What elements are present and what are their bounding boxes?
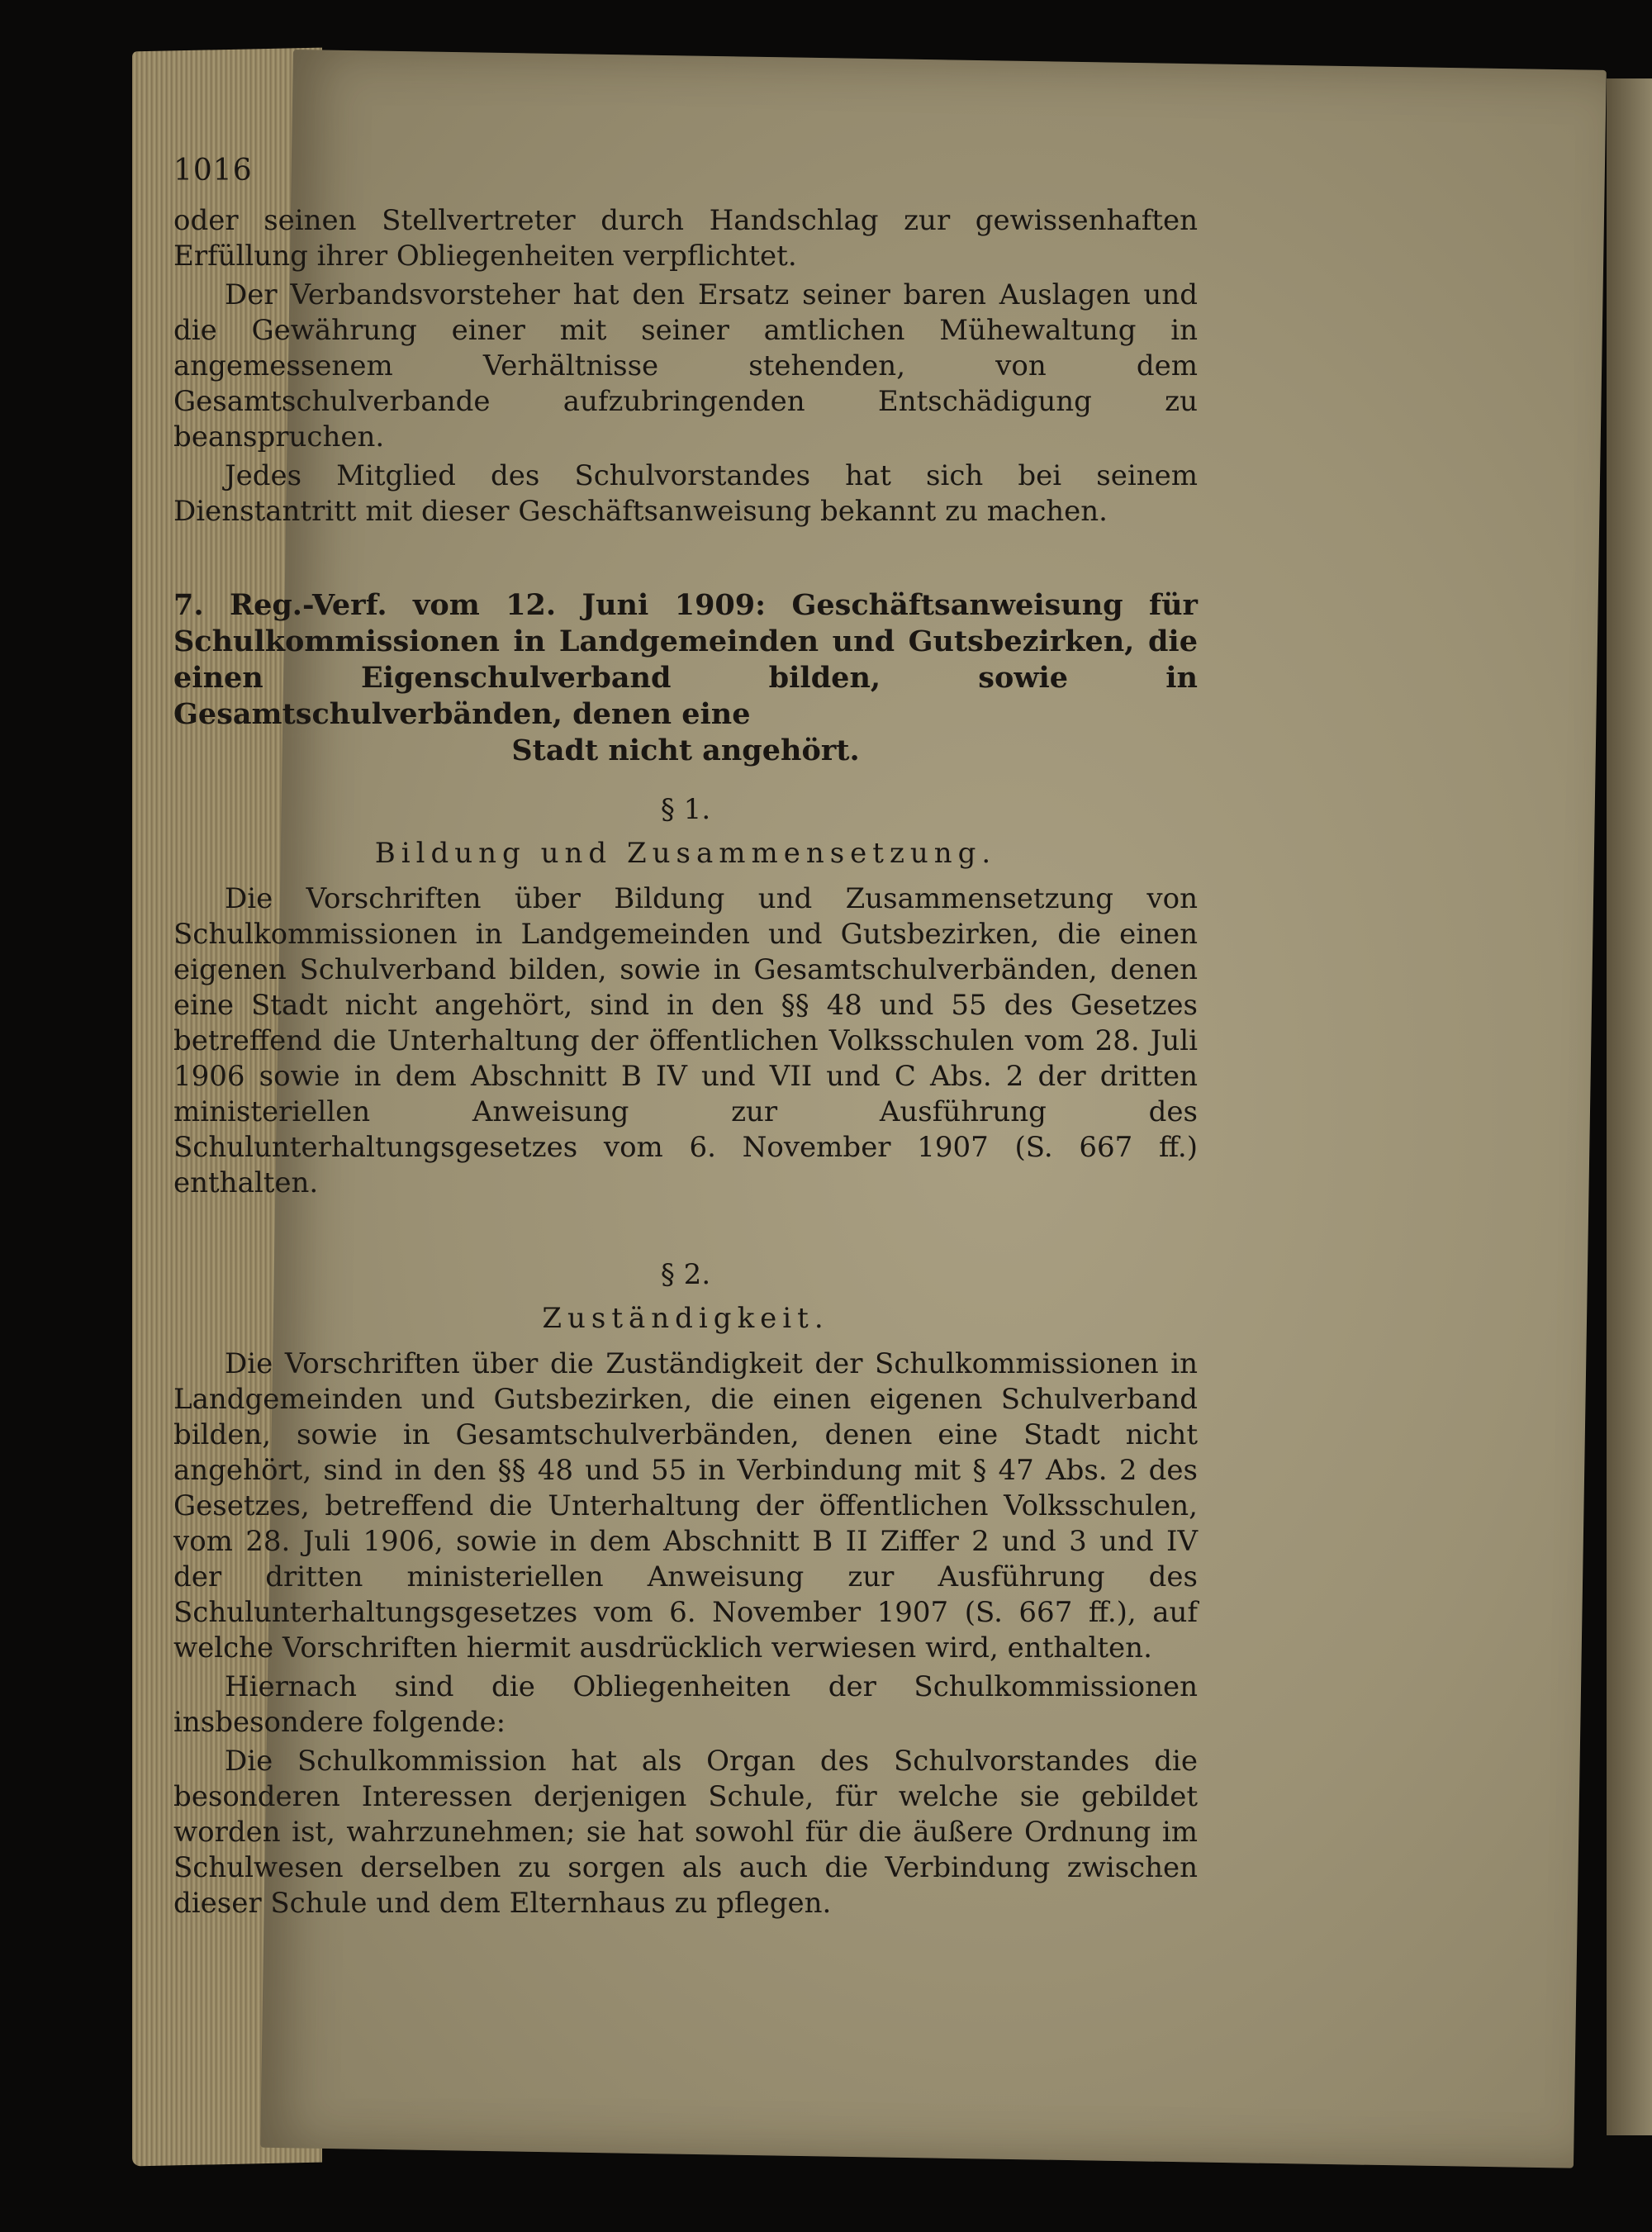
intro-paragraph: Jedes Mitglied des Schulvorstandes hat sich bei seinem Dienstantritt mit dieser Geschäftsanweisung bekannt zu machen.	[173, 459, 1198, 528]
facing-page-edge	[1607, 78, 1652, 2135]
intro-paragraph: oder seinen Stellvertreter durch Handschlag zur gewissenhaften Erfüllung ihrer Obliegenheiten verpflichtet.	[173, 204, 1198, 273]
section-title: Bildung und Zusammensetzung.	[374, 837, 997, 870]
section-title: Zuständigkeit.	[542, 1302, 829, 1335]
section-number: § 2.	[660, 1258, 711, 1291]
regulation-heading-tail: Stadt nicht angehört.	[511, 734, 860, 767]
regulation-heading-main: 7. Reg.-Verf. vom 12. Juni 1909: Geschäftsanweisung für Schulkommissionen in Landgemeinden und Gutsbezirken, die einen Eigenschulverband bilden, sowie in Gesamtschulverbänden, denen eine	[173, 588, 1198, 731]
regulation-heading	[173, 587, 1198, 769]
intro-paragraph: Der Verbandsvorsteher hat den Ersatz seiner baren Auslagen und die Gewährung einer mit seiner amtlichen Mühewaltung in angemessenem Verhältnisse stehenden, von dem Gesamtschulverbande aufzubringenden Entschädigung zu beanspruchen.	[173, 278, 1198, 454]
section-number: § 1.	[660, 793, 711, 826]
section-paragraph: Hiernach sind die Obliegenheiten der Schulkommissionen insbesondere folgende:	[173, 1670, 1198, 1739]
page-content	[173, 153, 1198, 1925]
section-spacer	[173, 1204, 1198, 1246]
section-paragraph: Die Schulkommission hat als Organ des Schulvorstandes die besonderen Interessen derjenigen Schule, für welche sie gebildet worden ist, wahrzunehmen; sie hat sowohl für die äußere Ordnung im Schulwesen derselben zu sorgen als auch die Verbindung zwischen dieser Schule und dem Elternhaus zu pflegen.	[173, 1745, 1198, 1920]
page-number: 1016	[173, 154, 253, 188]
section-paragraph: Die Vorschriften über die Zuständigkeit der Schulkommissionen in Landgemeinden und Gutsbezirken, die einen eigenen Schulverband bilden, sowie in Gesamtschulverbänden, denen eine Stadt nicht angehört, sind in den §§ 48 und 55 in Verbindung mit § 47 Abs. 2 des Gesetzes, betreffend die Unterhaltung der öffentlichen Volksschulen, vom 28. Juli 1906, sowie in dem Abschnitt B II Ziffer 2 und 3 und IV der dritten ministeriellen Anweisung zur Ausführung des Schulunterhaltungsgesetzes vom 6. November 1907 (S. 667 ff.), auf welche Vorschriften hiermit ausdrücklich verwiesen wird, enthalten.	[173, 1347, 1198, 1665]
section-paragraph: Die Vorschriften über Bildung und Zusammensetzung von Schulkommissionen in Landgemeinden und Gutsbezirken, die einen eigenen Schulverband bilden, sowie in Gesamtschulverbänden, denen eine Stadt nicht angehört, sind in den §§ 48 und 55 des Gesetzes betreffend die Unterhaltung der öffentlichen Volksschulen vom 28. Juli 1906 sowie in dem Abschnitt B IV und VII und C Abs. 2 der dritten ministeriellen Anweisung zur Ausführung des Schulunterhaltungsgesetzes vom 6. November 1907 (S. 667 ff.) enthalten.	[173, 882, 1198, 1199]
